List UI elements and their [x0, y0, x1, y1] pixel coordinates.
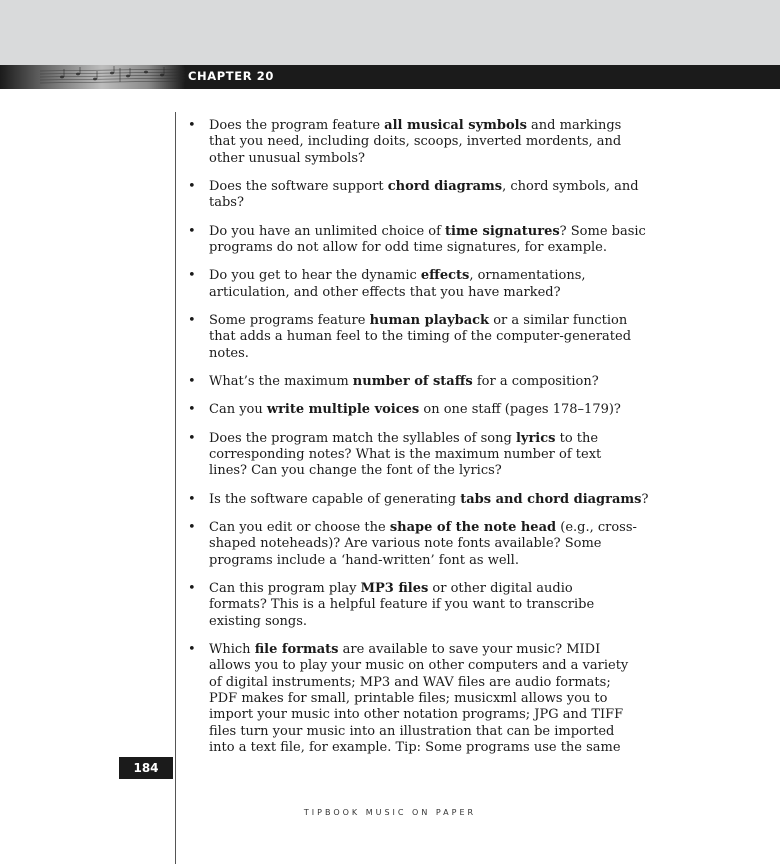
text-run: or other digital audio	[428, 581, 573, 597]
text-run: Does the software support	[209, 178, 388, 194]
text-run: PDF makes for small, printable files; musicxml allows you to	[209, 691, 608, 707]
list-item	[188, 492, 708, 508]
bullet-dot: •	[188, 118, 196, 133]
bullet-dot: •	[188, 313, 196, 329]
sheet-music-header-image	[0, 65, 185, 89]
bold-term: effects	[420, 268, 470, 284]
chapter-label: CHAPTER 20	[188, 69, 274, 83]
bold-term: human playback	[369, 313, 490, 329]
bold-term: tabs and chord diagrams	[460, 491, 642, 507]
text-line	[209, 240, 708, 256]
text-line	[209, 642, 708, 658]
text-run: formats? This is a helpful feature if you want to transcribe	[209, 597, 595, 613]
text-line	[209, 447, 708, 463]
text-run: import your music into other notation programs; JPG and TIFF	[209, 707, 624, 723]
text-run: lines? Can you change the font of the lyrics?	[209, 463, 502, 479]
text-line	[209, 724, 708, 740]
text-line	[209, 707, 708, 723]
text-line	[209, 313, 708, 329]
text-line	[209, 597, 708, 613]
text-line	[209, 224, 708, 240]
text-run: Does the program feature	[209, 118, 385, 133]
text-run: ?	[641, 491, 649, 507]
text-run: files turn your music into an illustration that can be imported	[209, 723, 615, 739]
text-run: programs include a ‘hand-written’ font as well.	[209, 552, 519, 568]
text-run: that adds a human feel to the timing of the computer-generated	[209, 329, 632, 345]
text-run: or a similar function	[489, 313, 628, 329]
text-run: , chord symbols, and	[502, 178, 639, 194]
page-number: 184	[119, 757, 173, 779]
text-line	[209, 675, 708, 691]
text-line	[209, 285, 708, 301]
text-run: into a text file, for example. Tip: Some programs use the same	[209, 739, 621, 755]
text-run: programs do not allow for odd time signatures, for example.	[209, 239, 607, 255]
list-item	[188, 642, 708, 756]
text-run: that you need, including doits, scoops, inverted mordents, and	[209, 134, 622, 150]
text-run: other unusual symbols?	[209, 150, 365, 166]
text-run: articulation, and other effects that you have marked?	[209, 284, 561, 300]
text-run: Do you have an unlimited choice of	[209, 223, 446, 239]
text-line	[209, 536, 708, 552]
text-run: Which	[209, 642, 255, 658]
bold-term: write multiple voices	[266, 402, 420, 418]
bullet-dot: •	[188, 374, 196, 390]
bullet-dot: •	[188, 402, 196, 418]
text-run: on one staff (pages 178–179)?	[419, 402, 621, 418]
text-line	[209, 329, 708, 345]
list-item	[188, 224, 708, 257]
text-line	[209, 492, 708, 508]
text-run: Do you get to hear the dynamic	[209, 268, 421, 284]
bold-term: shape of the note head	[389, 520, 557, 536]
running-footer: TIPBOOK MUSIC ON PAPER	[303, 808, 477, 817]
bold-term: number of staffs	[352, 374, 473, 390]
text-run: Does the program match the syllables of song	[209, 430, 516, 446]
text-line	[209, 431, 708, 447]
list-item	[188, 402, 708, 418]
list-item	[188, 374, 708, 390]
list-item	[188, 581, 708, 630]
bullet-dot: •	[188, 491, 196, 507]
text-line	[209, 614, 708, 630]
bold-term: lyrics	[515, 430, 556, 446]
bold-term: chord diagrams	[387, 178, 503, 194]
text-line	[209, 553, 708, 569]
text-run: to the	[555, 430, 599, 446]
bullet-dot: •	[188, 520, 196, 536]
text-line	[209, 374, 708, 390]
bullet-dot: •	[188, 178, 196, 194]
text-line	[209, 658, 708, 674]
text-line	[209, 118, 708, 134]
text-run: Can you edit or choose the	[209, 520, 390, 536]
text-line	[209, 195, 708, 211]
bullet-dot: •	[188, 268, 196, 284]
text-line	[209, 346, 708, 362]
text-run: existing songs.	[209, 613, 308, 629]
text-run: Can you	[209, 402, 267, 418]
text-line	[209, 581, 708, 597]
text-line	[209, 740, 708, 756]
list-item	[188, 118, 708, 167]
text-run: (e.g., cross-	[556, 520, 637, 536]
text-run: Is the software capable of generating	[209, 491, 461, 507]
bold-term: MP3 files	[360, 581, 429, 597]
text-run: Some programs feature	[209, 313, 370, 329]
top-margin-band	[0, 0, 780, 65]
bullet-dot: •	[188, 581, 196, 597]
list-item	[188, 431, 708, 480]
text-run: for a composition?	[472, 374, 599, 390]
list-item	[188, 313, 708, 362]
bold-term: all musical symbols	[384, 118, 527, 133]
text-run: Can this program play	[209, 581, 361, 597]
text-run: tabs?	[209, 195, 244, 211]
chapter-header-bar	[0, 65, 780, 89]
list-item	[188, 520, 708, 569]
text-run: are available to save your music? MIDI	[338, 642, 601, 658]
text-line	[209, 691, 708, 707]
text-line	[209, 134, 708, 150]
bullet-dot: •	[188, 430, 196, 446]
text-line	[209, 151, 708, 167]
text-run: ? Some basic	[559, 223, 646, 239]
bullet-dot: •	[188, 223, 196, 239]
text-run: shaped noteheads)? Are various note fonts available? Some	[209, 536, 602, 552]
text-run: corresponding notes? What is the maximum number of text	[209, 447, 602, 463]
text-line	[209, 402, 708, 418]
text-run: What’s the maximum	[209, 374, 353, 390]
text-run: of digital instruments; MP3 and WAV files are audio formats;	[209, 674, 611, 690]
text-run: , ornamentations,	[469, 268, 586, 284]
text-line	[209, 520, 708, 536]
text-line	[209, 463, 708, 479]
bullet-dot: •	[188, 642, 196, 658]
bold-term: time signatures	[445, 223, 560, 239]
text-line	[209, 179, 708, 195]
text-run: and markings	[526, 118, 622, 133]
list-item	[188, 179, 708, 212]
bold-term: file formats	[254, 642, 339, 658]
bullet-list	[188, 118, 708, 768]
text-run: notes.	[209, 345, 249, 361]
text-run: allows you to play your music on other computers and a variety	[209, 658, 629, 674]
list-item	[188, 268, 708, 301]
text-line	[209, 268, 708, 284]
margin-rule	[175, 112, 176, 864]
